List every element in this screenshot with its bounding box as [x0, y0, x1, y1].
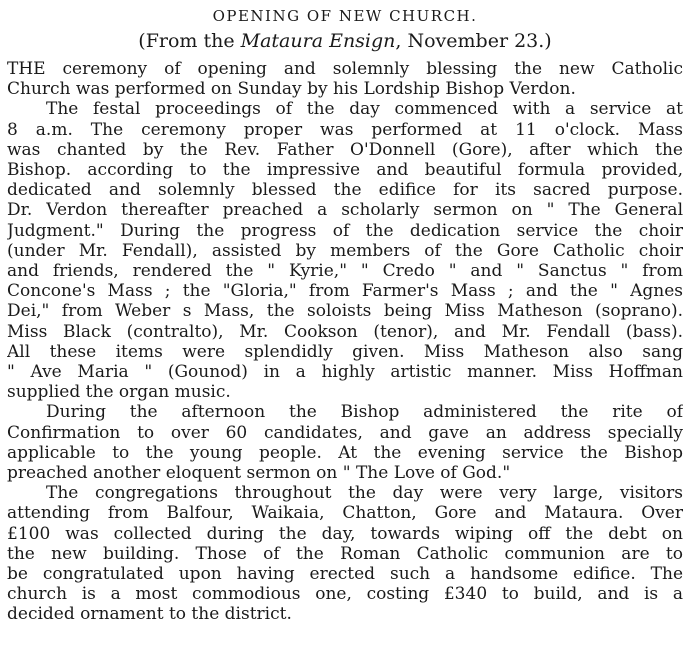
- text-line: Miss Black (contralto), Mr. Cookson (tenor), and Mr. Fendall (bass).: [7, 321, 683, 342]
- text-line: The festal proceedings of the day commenced with a service at: [46, 99, 683, 120]
- text-line: the new building. Those of the Roman Catholic communion are to: [7, 543, 683, 564]
- text-line: Church was performed on Sunday by his Lordship Bishop Verdon.: [7, 79, 576, 100]
- text-line: was chanted by the Rev. Father O'Donnell (Gore), after which the: [7, 139, 683, 160]
- text-line: attending from Balfour, Waikaia, Chatton, Gore and Mataura. Over: [7, 503, 683, 524]
- text-line: Concone's Mass ; the "Gloria," from Farmer's Mass ; and the " Agnes: [7, 281, 683, 302]
- text-line: Dr. Verdon thereafter preached a scholarly sermon on " The General: [7, 200, 683, 221]
- text-line: 8 a.m. The ceremony proper was performed at 11 o'clock. Mass: [7, 119, 683, 140]
- text-line: Bishop. according to the impressive and beautiful formula provided,: [7, 160, 683, 181]
- paragraph-1: [7, 59, 683, 99]
- text-line: preached another eloquent sermon on " The Love of God.": [7, 463, 511, 484]
- text-line: be congratulated upon having erected such a handsome edifice. The: [7, 564, 683, 585]
- text-line: dedicated and solemnly blessed the edifice for its sacred purpose.: [7, 180, 683, 201]
- article-source-line: [7, 29, 683, 53]
- text-line: applicable to the young people. At the evening service the Bishop: [7, 442, 683, 463]
- text-line: THE ceremony of opening and solemnly blessing the new Catholic: [7, 59, 683, 79]
- text-line: decided ornament to the district.: [7, 604, 292, 625]
- text-line: supplied the organ music.: [7, 382, 231, 403]
- text-line: (under Mr. Fendall), assisted by members of the Gore Catholic choir: [7, 240, 683, 261]
- text-line: £100 was collected during the day, towards wiping off the debt on: [7, 523, 683, 544]
- text-line: Confirmation to over 60 candidates, and gave an address specially: [7, 422, 683, 443]
- text-line: The congregations throughout the day were very large, visitors: [46, 483, 683, 504]
- text-line: All these items were splendidly given. Miss Matheson also sang: [7, 341, 683, 362]
- text-line: and friends, rendered the " Kyrie," " Credo " and " Sanctus " from: [7, 261, 683, 282]
- newspaper-article: [7, 0, 683, 625]
- paragraph-4: [7, 483, 683, 624]
- source-prefix: (From the: [138, 30, 241, 52]
- article-heading: OPENING OF NEW CHURCH.: [212, 7, 478, 25]
- text-line: " Ave Maria " (Gounod) in a highly artistic manner. Miss Hoffman: [7, 362, 683, 383]
- source-suffix: , November 23.): [395, 30, 552, 52]
- source-publication: Mataura Ensign: [240, 30, 396, 52]
- text-line: During the afternoon the Bishop administered the rite of: [46, 402, 683, 423]
- text-line: church is a most commodious one, costing £340 to build, and is a: [7, 584, 683, 605]
- text-line: Judgment." During the progress of the dedication service the choir: [7, 220, 683, 241]
- text-line: Dei," from Weber s Mass, the soloists being Miss Matheson (soprano).: [7, 301, 683, 322]
- paragraph-3: [7, 402, 683, 483]
- paragraph-2: [7, 99, 683, 402]
